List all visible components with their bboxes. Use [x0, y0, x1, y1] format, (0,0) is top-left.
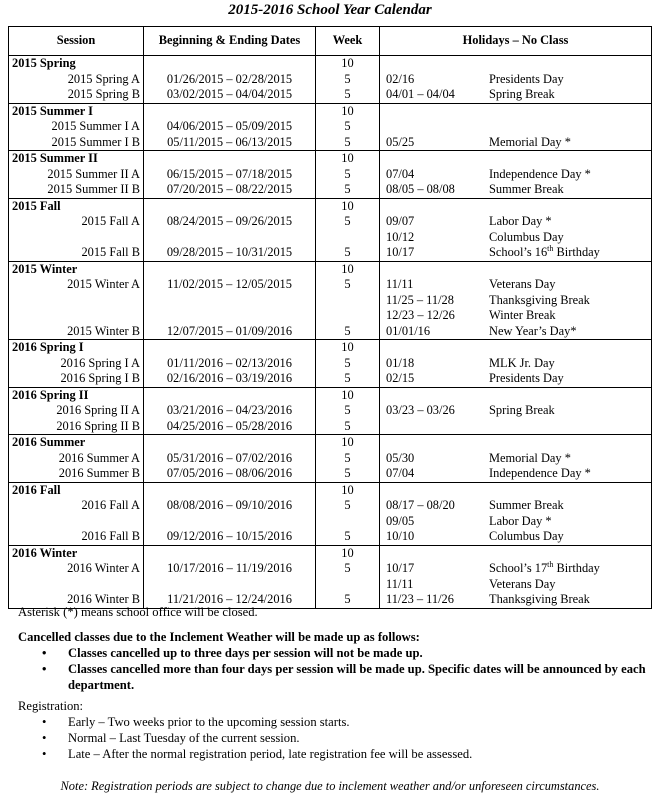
holiday-name-text: Memorial Day * — [489, 450, 571, 465]
holiday-name-text: Columbus Day — [489, 529, 564, 543]
holiday-cell — [380, 451, 652, 467]
holiday-date: 02/16 — [386, 71, 415, 86]
cancel-heading: Cancelled classes due to the Inclement Weather will be made up as follows: — [18, 630, 420, 644]
dates-cell — [144, 340, 316, 356]
holiday-name — [489, 293, 590, 309]
holiday-name-text: Independence Day * — [489, 166, 591, 181]
table-row — [9, 371, 652, 387]
session-name: 2015 Winter B — [9, 324, 144, 340]
session-week: 5 — [316, 72, 380, 88]
group-week: 10 — [316, 198, 380, 214]
session-dates: 09/28/2015 – 10/31/2015 — [144, 245, 316, 261]
session-name: 2015 Summer II B — [9, 182, 144, 198]
group-name: 2016 Spring II — [9, 387, 144, 403]
session-week — [316, 577, 380, 593]
list-item-text: Late – After the normal registration period, late registration fee will be assessed. — [68, 747, 473, 761]
bullet-icon: • — [42, 747, 47, 761]
dates-cell — [144, 482, 316, 498]
group-name: 2015 Summer I — [9, 103, 144, 119]
session-name: 2015 Spring A — [9, 72, 144, 88]
holiday-name-text: Thanksgiving Break — [489, 592, 590, 606]
holiday-date: 07/04 — [386, 166, 415, 181]
table-row — [9, 498, 652, 514]
session-dates: 08/08/2016 – 09/10/2016 — [144, 498, 316, 514]
group-name: 2015 Summer II — [9, 151, 144, 167]
session-dates: 04/25/2016 – 05/28/2016 — [144, 419, 316, 435]
holiday-date: 10/17 — [386, 561, 415, 575]
bullet-icon: • — [42, 662, 47, 676]
holiday-name — [489, 514, 552, 530]
table-row — [9, 577, 652, 593]
column-header-holidays: Holidays – No Class — [380, 27, 652, 56]
holiday-name — [489, 466, 591, 482]
session-name: 2016 Fall B — [9, 529, 144, 545]
holiday-name — [489, 324, 577, 340]
column-header-session: Session — [9, 27, 144, 56]
session-dates: 09/12/2016 – 10/15/2016 — [144, 529, 316, 545]
group-header-row — [9, 261, 652, 277]
holiday-name-text: School’s 16 — [489, 245, 548, 259]
registration-heading: Registration: — [18, 699, 84, 713]
holiday-date: 05/30 — [386, 450, 415, 465]
holiday-cell — [380, 371, 652, 387]
dates-cell — [144, 198, 316, 214]
session-week: 5 — [316, 324, 380, 340]
group-header-row — [9, 151, 652, 167]
holiday-name — [489, 230, 564, 246]
holiday-name-text: Veterans Day — [489, 277, 556, 291]
holiday-cell — [380, 340, 652, 356]
holiday-name — [489, 277, 555, 293]
holiday-name — [489, 498, 564, 514]
holiday-cell — [380, 387, 652, 403]
holiday-name — [489, 451, 571, 467]
session-name: 2016 Spring II A — [9, 403, 144, 419]
session-name: 2015 Fall A — [9, 214, 144, 230]
holiday-cell — [380, 514, 652, 530]
holiday-date: 11/11 — [386, 576, 414, 591]
session-dates: 06/15/2015 – 07/18/2015 — [144, 167, 316, 183]
session-week: 5 — [316, 135, 380, 151]
group-week: 10 — [316, 56, 380, 72]
holiday-date: 01/01/16 — [386, 323, 431, 338]
session-week — [316, 514, 380, 530]
session-week: 5 — [316, 214, 380, 230]
holiday-name — [489, 356, 555, 372]
group-week: 10 — [316, 387, 380, 403]
table-row — [9, 87, 652, 103]
group-header-row — [9, 482, 652, 498]
session-dates: 12/07/2015 – 01/09/2016 — [144, 324, 316, 340]
session-week: 5 — [316, 561, 380, 577]
session-week: 5 — [316, 592, 380, 608]
group-name: 2016 Summer — [9, 435, 144, 451]
session-name: 2016 Winter B — [9, 592, 144, 608]
session-week — [316, 293, 380, 309]
session-week — [316, 230, 380, 246]
dates-cell — [144, 261, 316, 277]
holiday-date: 07/04 — [386, 466, 415, 480]
dates-cell — [144, 435, 316, 451]
holiday-name — [489, 561, 600, 577]
group-header-row — [9, 103, 652, 119]
holiday-cell — [380, 167, 652, 183]
session-week: 5 — [316, 371, 380, 387]
footnote: Note: Registration periods are subject to change due to inclement weather and/or unforeseen circumstances. — [60, 779, 600, 793]
holiday-cell — [380, 482, 652, 498]
holiday-date: 02/15 — [386, 371, 415, 385]
list-item-text: Normal – Last Tuesday of the current session. — [68, 731, 300, 745]
holiday-cell — [380, 135, 652, 151]
holiday-name-text: Presidents Day — [489, 71, 564, 86]
table-row — [9, 403, 652, 419]
session-name: 2015 Summer I B — [9, 135, 144, 151]
table-row — [9, 293, 652, 309]
holiday-name-text: MLK Jr. Day — [489, 355, 555, 370]
group-name: 2016 Fall — [9, 482, 144, 498]
list-item — [18, 746, 648, 762]
calendar-body — [9, 56, 652, 609]
holiday-name — [489, 371, 564, 387]
table-row — [9, 72, 652, 88]
session-dates — [144, 293, 316, 309]
list-item — [18, 661, 648, 693]
table-row — [9, 135, 652, 151]
holiday-name — [489, 529, 564, 545]
holiday-cell — [380, 419, 652, 435]
holiday-cell — [380, 324, 652, 340]
session-name — [9, 230, 144, 246]
group-week: 10 — [316, 340, 380, 356]
group-header-row — [9, 198, 652, 214]
cancel-list — [18, 645, 648, 693]
group-week: 10 — [316, 435, 380, 451]
holiday-name — [489, 72, 564, 88]
holiday-name — [489, 182, 564, 198]
session-dates: 01/11/2016 – 02/13/2016 — [144, 356, 316, 372]
session-week: 5 — [316, 466, 380, 482]
session-dates — [144, 514, 316, 530]
holiday-name-text: New Year’s Day* — [489, 323, 577, 338]
holiday-cell — [380, 308, 652, 324]
table-row — [9, 182, 652, 198]
holiday-date: 12/23 – 12/26 — [386, 308, 455, 322]
holiday-cell — [380, 293, 652, 309]
holiday-date: 03/23 – 03/26 — [386, 403, 455, 417]
table-row — [9, 245, 652, 261]
asterisk-note: Asterisk (*) means school office will be closed. — [18, 605, 258, 619]
holiday-name-text: Spring Break — [489, 87, 555, 101]
list-item — [18, 730, 648, 746]
session-name: 2016 Summer B — [9, 466, 144, 482]
holiday-cell — [380, 119, 652, 135]
group-header-row — [9, 435, 652, 451]
column-header-week: Week — [316, 27, 380, 56]
group-name: 2015 Spring — [9, 56, 144, 72]
session-name: 2016 Spring I B — [9, 371, 144, 387]
session-name — [9, 293, 144, 309]
holiday-name-text: Thanksgiving Break — [489, 292, 590, 307]
session-name: 2015 Spring B — [9, 87, 144, 103]
session-dates: 03/02/2015 – 04/04/2015 — [144, 87, 316, 103]
holiday-cell — [380, 561, 652, 577]
table-row — [9, 466, 652, 482]
table-row — [9, 277, 652, 293]
session-week: 5 — [316, 182, 380, 198]
session-name — [9, 514, 144, 530]
session-dates: 05/31/2016 – 07/02/2016 — [144, 451, 316, 467]
session-week: 5 — [316, 356, 380, 372]
notes-section — [18, 604, 648, 762]
table-row — [9, 514, 652, 530]
holiday-name-text: Labor Day * — [489, 214, 552, 228]
list-item-text: Classes cancelled more than four days per session will be made up. Specific dates will be announced by each department. — [68, 662, 646, 692]
holiday-date: 08/17 – 08/20 — [386, 498, 455, 512]
session-dates: 01/26/2015 – 02/28/2015 — [144, 72, 316, 88]
group-name: 2015 Winter — [9, 261, 144, 277]
holiday-cell — [380, 545, 652, 561]
holiday-name — [489, 577, 555, 593]
table-header-row — [9, 27, 652, 56]
session-dates — [144, 577, 316, 593]
table-row — [9, 356, 652, 372]
holiday-cell — [380, 72, 652, 88]
session-week: 5 — [316, 419, 380, 435]
holiday-name — [489, 87, 555, 103]
session-dates — [144, 230, 316, 246]
holiday-cell — [380, 230, 652, 246]
group-week: 10 — [316, 545, 380, 561]
dates-cell — [144, 545, 316, 561]
table-row — [9, 167, 652, 183]
holiday-cell — [380, 435, 652, 451]
table-row — [9, 119, 652, 135]
holiday-date: 09/05 — [386, 513, 415, 528]
session-dates: 10/17/2016 – 11/19/2016 — [144, 561, 316, 577]
holiday-name-text: Labor Day * — [489, 513, 552, 528]
holiday-cell — [380, 214, 652, 230]
holiday-date: 11/11 — [386, 277, 414, 291]
session-name: 2016 Winter A — [9, 561, 144, 577]
session-week: 5 — [316, 119, 380, 135]
group-name: 2016 Winter — [9, 545, 144, 561]
page-title: 2015-2016 School Year Calendar — [228, 2, 432, 18]
holiday-name-text: Memorial Day * — [489, 134, 571, 149]
registration-list — [18, 714, 648, 762]
holiday-name-text: School’s 17 — [489, 561, 548, 575]
holiday-date: 09/07 — [386, 214, 415, 228]
ordinal-suffix: th — [547, 559, 554, 569]
holiday-date: 01/18 — [386, 355, 415, 370]
holiday-name-text: Veterans Day — [489, 576, 556, 591]
holiday-cell — [380, 466, 652, 482]
group-week: 10 — [316, 261, 380, 277]
dates-cell — [144, 56, 316, 72]
table-row — [9, 230, 652, 246]
list-item-text: Early – Two weeks prior to the upcoming session starts. — [68, 715, 350, 729]
holiday-cell — [380, 403, 652, 419]
holiday-date: 11/25 – 11/28 — [386, 292, 454, 307]
group-name: 2016 Spring I — [9, 340, 144, 356]
table-row — [9, 561, 652, 577]
session-dates: 11/02/2015 – 12/05/2015 — [144, 277, 316, 293]
holiday-cell — [380, 151, 652, 167]
holiday-name-tail: Birthday — [553, 245, 600, 259]
session-name: 2015 Summer II A — [9, 167, 144, 183]
bullet-icon: • — [42, 731, 47, 745]
holiday-name-tail: Birthday — [553, 561, 600, 575]
session-name: 2016 Spring I A — [9, 356, 144, 372]
table-row — [9, 308, 652, 324]
holiday-name — [489, 245, 600, 261]
list-item — [18, 645, 648, 661]
table-row — [9, 214, 652, 230]
session-dates — [144, 308, 316, 324]
session-name: 2015 Fall B — [9, 245, 144, 261]
holiday-cell — [380, 498, 652, 514]
session-week: 5 — [316, 277, 380, 293]
holiday-name — [489, 214, 552, 230]
group-week: 10 — [316, 103, 380, 119]
dates-cell — [144, 387, 316, 403]
group-week: 10 — [316, 482, 380, 498]
holiday-cell — [380, 182, 652, 198]
holiday-cell — [380, 198, 652, 214]
holiday-cell — [380, 56, 652, 72]
table-row — [9, 324, 652, 340]
session-week: 5 — [316, 167, 380, 183]
holiday-name-text: Winter Break — [489, 308, 556, 322]
holiday-date: 10/12 — [386, 229, 415, 244]
holiday-date: 10/10 — [386, 529, 415, 543]
session-week: 5 — [316, 245, 380, 261]
holiday-date: 11/23 – 11/26 — [386, 592, 454, 606]
holiday-name-text: Summer Break — [489, 498, 564, 512]
session-dates: 03/21/2016 – 04/23/2016 — [144, 403, 316, 419]
dates-cell — [144, 103, 316, 119]
session-name: 2015 Summer I A — [9, 119, 144, 135]
holiday-date: 04/01 – 04/04 — [386, 87, 455, 101]
session-dates: 07/20/2015 – 08/22/2015 — [144, 182, 316, 198]
bullet-icon: • — [42, 646, 47, 660]
holiday-date: 08/05 – 08/08 — [386, 182, 455, 196]
group-header-row — [9, 56, 652, 72]
session-name: 2015 Winter A — [9, 277, 144, 293]
session-dates: 05/11/2015 – 06/13/2015 — [144, 135, 316, 151]
table-row — [9, 451, 652, 467]
session-week: 5 — [316, 498, 380, 514]
session-week: 5 — [316, 451, 380, 467]
session-name: 2016 Spring II B — [9, 419, 144, 435]
holiday-cell — [380, 356, 652, 372]
session-name — [9, 308, 144, 324]
holiday-name — [489, 308, 556, 324]
holiday-name-text: Independence Day * — [489, 466, 591, 480]
session-name — [9, 577, 144, 593]
holiday-name — [489, 167, 591, 183]
holiday-name — [489, 135, 571, 151]
holiday-cell — [380, 245, 652, 261]
calendar-table — [8, 26, 652, 609]
holiday-name — [489, 403, 555, 419]
list-item-text: Classes cancelled up to three days per session will not be made up. — [68, 646, 423, 660]
session-week: 5 — [316, 529, 380, 545]
table-row — [9, 419, 652, 435]
holiday-name-text: Summer Break — [489, 182, 564, 196]
session-dates: 04/06/2015 – 05/09/2015 — [144, 119, 316, 135]
holiday-cell — [380, 103, 652, 119]
bullet-icon: • — [42, 715, 47, 729]
holiday-name-text: Presidents Day — [489, 371, 564, 385]
session-week: 5 — [316, 403, 380, 419]
table-row — [9, 529, 652, 545]
holiday-cell — [380, 87, 652, 103]
session-dates: 08/24/2015 – 09/26/2015 — [144, 214, 316, 230]
group-name: 2015 Fall — [9, 198, 144, 214]
session-week — [316, 308, 380, 324]
holiday-cell — [380, 529, 652, 545]
holiday-cell — [380, 577, 652, 593]
holiday-date: 05/25 — [386, 134, 415, 149]
holiday-date: 10/17 — [386, 245, 415, 259]
session-name: 2016 Fall A — [9, 498, 144, 514]
dates-cell — [144, 151, 316, 167]
holiday-cell — [380, 277, 652, 293]
session-dates: 07/05/2016 – 08/06/2016 — [144, 466, 316, 482]
session-dates: 02/16/2016 – 03/19/2016 — [144, 371, 316, 387]
column-header-dates: Beginning & Ending Dates — [144, 27, 316, 56]
list-item — [18, 714, 648, 730]
session-dates: 11/21/2016 – 12/24/2016 — [144, 592, 316, 608]
holiday-name-text: Spring Break — [489, 403, 555, 417]
holiday-cell — [380, 261, 652, 277]
group-header-row — [9, 545, 652, 561]
group-header-row — [9, 387, 652, 403]
session-week: 5 — [316, 87, 380, 103]
group-header-row — [9, 340, 652, 356]
holiday-name-text: Columbus Day — [489, 229, 564, 244]
group-week: 10 — [316, 151, 380, 167]
ordinal-suffix: th — [547, 243, 554, 253]
session-name: 2016 Summer A — [9, 451, 144, 467]
